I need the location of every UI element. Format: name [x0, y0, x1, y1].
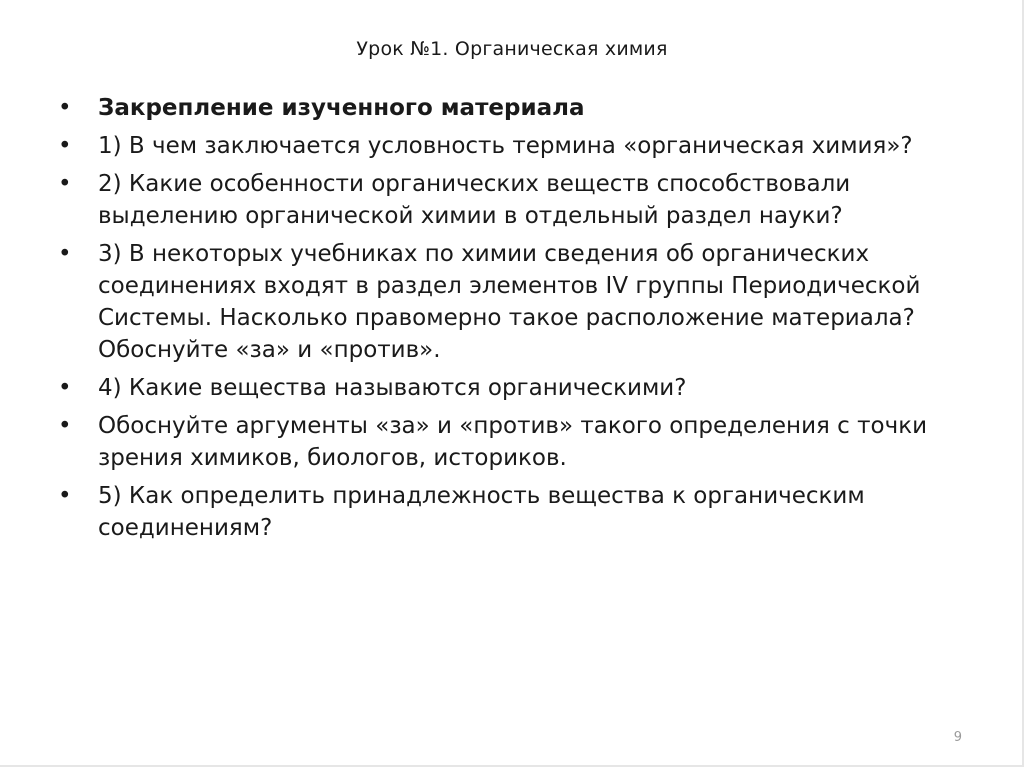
bullet-dot-icon: • — [58, 95, 72, 121]
bullet-text: 4) Какие вещества называются органическими? — [98, 375, 687, 401]
bullet-item-question-4 — [58, 372, 958, 404]
bullet-dot-icon: • — [58, 483, 72, 509]
bullet-item-heading — [58, 92, 958, 124]
bullet-list — [58, 92, 958, 550]
bullet-dot-icon: • — [58, 171, 72, 197]
bullet-dot-icon: • — [58, 241, 72, 267]
bullet-text: 1) В чем заключается условность термина «органическая химия»? — [98, 133, 913, 159]
bullet-text: Закрепление изученного материала — [98, 95, 585, 121]
bullet-item-question-5 — [58, 480, 958, 544]
bullet-text: 2) Какие особенности органических веществ способствовали выделению органической химии в отдельный раздел науки? — [98, 171, 851, 229]
page-number: 9 — [953, 730, 962, 745]
bullet-item-question-1 — [58, 130, 958, 162]
bullet-item-question-3 — [58, 238, 958, 366]
bullet-item-question-2 — [58, 168, 958, 232]
bullet-item-justify — [58, 410, 958, 474]
bullet-text: 5) Как определить принадлежность вещества к органическим соединениям? — [98, 483, 865, 541]
bullet-dot-icon: • — [58, 133, 72, 159]
slide-title: Урок №1. Органическая химия — [356, 38, 668, 60]
bullet-dot-icon: • — [58, 375, 72, 401]
bullet-text: Обоснуйте аргументы «за» и «против» такого определения с точки зрения химиков, биологов, историков. — [98, 413, 928, 471]
bullet-dot-icon: • — [58, 413, 72, 439]
bullet-text: 3) В некоторых учебниках по химии сведения об органических соединениях входят в раздел элементов IV группы Периодической Системы. Насколько правомерно такое расположение материала? Обоснуйте «за» и «против». — [98, 241, 921, 363]
